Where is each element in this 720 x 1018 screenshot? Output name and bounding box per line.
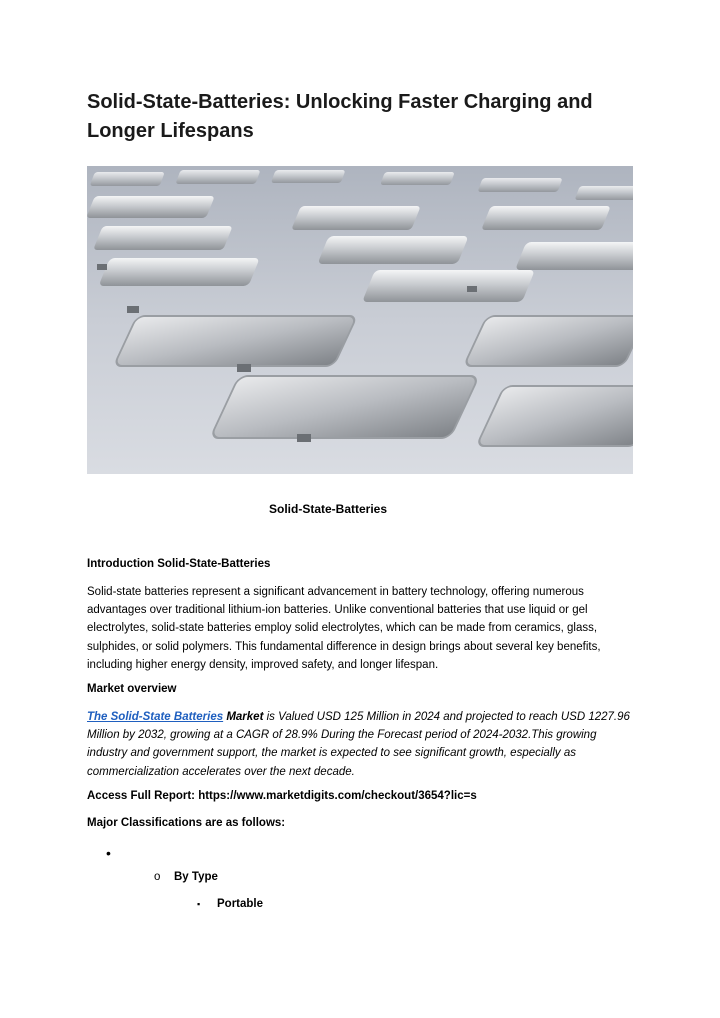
market-overview-heading: Market overview	[87, 683, 177, 695]
list-item-by-type: By Type	[174, 871, 218, 883]
image-caption-text: Solid-State-Batteries	[268, 502, 388, 516]
intro-paragraph: Solid-state batteries represent a significant advancement in battery technology, offering numerous advantages over traditional lithium-ion batteries. Unlike conventional batteries that use liquid or gel electrolytes, solid-state batteries employ solid electrolytes, which can be made from ceramics, glass, sulphides, or solid polymers. This fundamental difference in design brings about several key benefits, including higher energy density, improved safety, and longer lifespan.	[87, 586, 601, 671]
image-caption	[0, 502, 720, 516]
market-word: Market	[226, 711, 264, 723]
list-bullet-level1: •	[106, 845, 111, 861]
page-title: Solid-State-Batteries: Unlocking Faster Charging and Longer Lifespans	[87, 91, 593, 142]
access-report-line: Access Full Report: https://www.marketdigits.com/checkout/3654?lic=s	[87, 790, 477, 802]
intro-heading: Introduction Solid-State-Batteries	[87, 558, 271, 570]
market-paragraph	[87, 708, 635, 781]
market-text: is Valued USD 125 Million in 2024 and projected to reach USD 1227.96 Million by 2032, growing at a CAGR of 28.9% During the Forecast period of 2024-2032.This growing industry and government support, the market is expected to see significant growth, especially as commercialization accelerates over the next decade.	[87, 711, 630, 778]
battery-cells-photo	[87, 166, 633, 474]
list-bullet-level3: ▪	[197, 899, 201, 909]
list-item-portable: Portable	[217, 898, 264, 910]
list-bullet-level2: o	[154, 871, 161, 883]
battery-cells-illustration	[87, 166, 633, 474]
market-report-link[interactable]: The Solid-State Batteries	[87, 711, 224, 723]
classifications-heading: Major Classifications are as follows:	[87, 817, 286, 829]
